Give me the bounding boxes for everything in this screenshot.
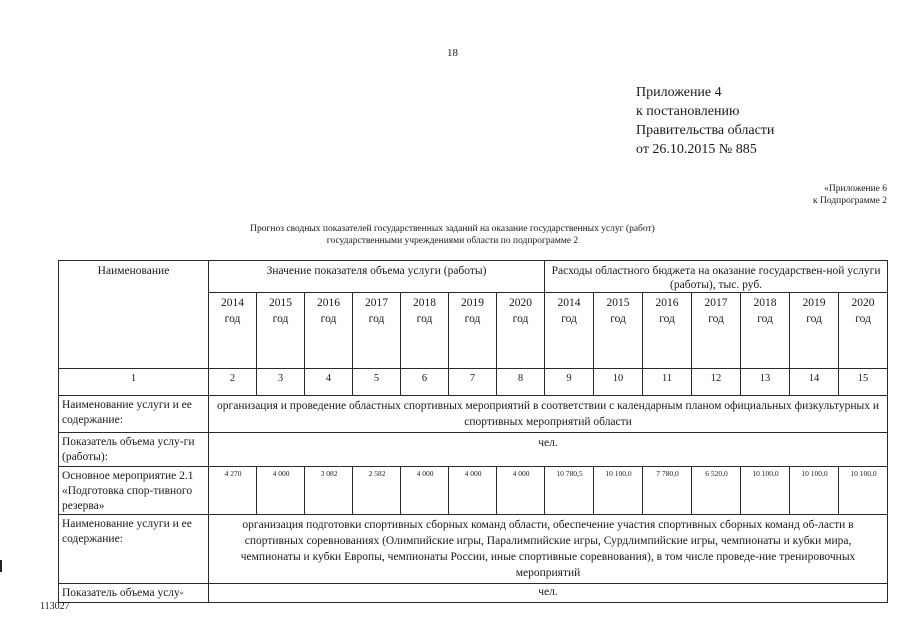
header-row — [59, 261, 888, 293]
year-value: 2020 — [509, 297, 533, 309]
volume-value: 4 000 — [497, 467, 545, 515]
service-description: организация подготовки спортивных сборных команд области, обеспечение участия спортивных сборных команд об-ласти в спортивных соревнованиях (Олимпийские игры, Паралимпийские игры, Сурдлимпийские игры, чемпионаты и кубки мира, чемпионаты и кубки Европы, чемпионаты России, иные спортивные соревнования), в том числе проведе-ние тренировочных мероприятий — [209, 515, 888, 584]
year-word: год — [272, 313, 289, 325]
expense-value: 10 780,5 — [545, 467, 594, 515]
header-expense-cell: Расходы областного бюджета на оказание государствен-ной услуги (работы), тыс. руб. — [545, 261, 888, 293]
table-row — [59, 584, 888, 603]
appendix-4-line-3: Правительства области — [636, 123, 775, 138]
year-cell — [594, 293, 643, 369]
volume-value: 4 270 — [209, 467, 257, 515]
year-value: 2014 — [221, 297, 244, 309]
year-cell — [790, 293, 839, 369]
appendix-6-block — [813, 183, 887, 207]
scan-edge-mark — [0, 560, 2, 572]
table-row — [59, 467, 888, 515]
year-cell — [401, 293, 449, 369]
year-word: год — [659, 313, 675, 325]
year-word: год — [610, 313, 626, 325]
year-value: 2020 — [851, 297, 875, 309]
column-number: 10 — [594, 369, 643, 396]
year-value: 2019 — [461, 297, 484, 309]
year-word: год — [224, 313, 241, 325]
column-number: 13 — [741, 369, 790, 396]
year-cell — [497, 293, 545, 369]
service-description: организация и проведение областных спортивных мероприятий в соответствии с календарным планом официальных физкультурных и спортивных мероприятий области — [209, 396, 888, 433]
year-cell — [545, 293, 594, 369]
appendix-4-line-1: Приложение 4 — [636, 85, 722, 100]
year-cell — [257, 293, 305, 369]
expense-value: 10 100,0 — [839, 467, 888, 515]
year-cell — [839, 293, 888, 369]
year-value: 2016 — [655, 297, 679, 309]
document-title-line-2: государственными учреждениями области по подпрограмме 2 — [326, 236, 579, 246]
year-value: 2014 — [557, 297, 581, 309]
column-number: 15 — [839, 369, 888, 396]
row-label: Основное мероприятие 2.1 «Подготовка спор-тивного резерва» — [59, 467, 209, 515]
header-name-cell: Наименование — [59, 261, 209, 369]
year-word: год — [416, 313, 433, 325]
row-label: Наименование услуги и ее содержание: — [59, 396, 209, 433]
year-cell — [643, 293, 692, 369]
year-word: год — [757, 313, 773, 325]
year-value: 2018 — [413, 297, 436, 309]
year-word: год — [561, 313, 577, 325]
table-row — [59, 515, 888, 584]
appendix-6-line-1: «Приложение 6 — [824, 184, 887, 194]
column-number: 1 — [59, 369, 209, 396]
unit-of-measure: чел. — [209, 584, 888, 603]
header-volume-cell: Значение показателя объема услуги (работы) — [209, 261, 545, 293]
year-word: год — [855, 313, 871, 325]
expense-value: 10 100,0 — [790, 467, 839, 515]
column-number: 12 — [692, 369, 741, 396]
column-number: 4 — [305, 369, 353, 396]
expense-value: 7 780,0 — [643, 467, 692, 515]
year-word: год — [320, 313, 337, 325]
column-number: 11 — [643, 369, 692, 396]
expense-value: 10 100,0 — [741, 467, 790, 515]
volume-value: 2 582 — [353, 467, 401, 515]
table-row — [59, 433, 888, 467]
unit-of-measure: чел. — [209, 433, 888, 467]
row-label: Показатель объема услу- — [59, 584, 209, 603]
column-number: 5 — [353, 369, 401, 396]
appendix-4-block — [636, 83, 774, 159]
appendix-4-line-4: от 26.10.2015 № 885 — [636, 142, 757, 157]
column-number: 7 — [449, 369, 497, 396]
expense-value: 10 100,0 — [594, 467, 643, 515]
indicators-table — [58, 260, 888, 603]
column-number: 9 — [545, 369, 594, 396]
year-word: год — [464, 313, 481, 325]
table-row — [59, 396, 888, 433]
column-number: 14 — [790, 369, 839, 396]
row-label: Показатель объема услу-ги (работы): — [59, 433, 209, 467]
year-word: год — [512, 313, 529, 325]
year-value: 2017 — [365, 297, 388, 309]
volume-value: 4 000 — [257, 467, 305, 515]
column-number: 6 — [401, 369, 449, 396]
column-number: 2 — [209, 369, 257, 396]
year-word: год — [806, 313, 822, 325]
year-cell — [449, 293, 497, 369]
year-value: 2016 — [317, 297, 340, 309]
expense-value: 6 520,0 — [692, 467, 741, 515]
document-title-line-1: Прогноз сводных показателей государственных заданий на оказание государственных услуг (работ) — [250, 224, 655, 234]
year-cell — [209, 293, 257, 369]
year-cell — [741, 293, 790, 369]
document-title — [0, 223, 905, 247]
year-cell — [692, 293, 741, 369]
column-number-row — [59, 369, 888, 396]
row-label: Наименование услуги и ее содержание: — [59, 515, 209, 584]
volume-value: 4 000 — [401, 467, 449, 515]
volume-value: 4 000 — [449, 467, 497, 515]
footer-code: 113027 — [40, 601, 70, 612]
year-value: 2018 — [753, 297, 777, 309]
column-number: 3 — [257, 369, 305, 396]
appendix-4-line-2: к постановлению — [636, 104, 740, 119]
year-value: 2017 — [704, 297, 728, 309]
year-word: год — [708, 313, 724, 325]
column-number: 8 — [497, 369, 545, 396]
volume-value: 3 082 — [305, 467, 353, 515]
year-value: 2015 — [269, 297, 292, 309]
year-value: 2015 — [606, 297, 630, 309]
year-value: 2019 — [802, 297, 826, 309]
year-word: год — [368, 313, 385, 325]
year-cell — [305, 293, 353, 369]
appendix-6-line-2: к Подпрограмме 2 — [813, 196, 887, 206]
page-number: 18 — [447, 47, 458, 59]
year-cell — [353, 293, 401, 369]
